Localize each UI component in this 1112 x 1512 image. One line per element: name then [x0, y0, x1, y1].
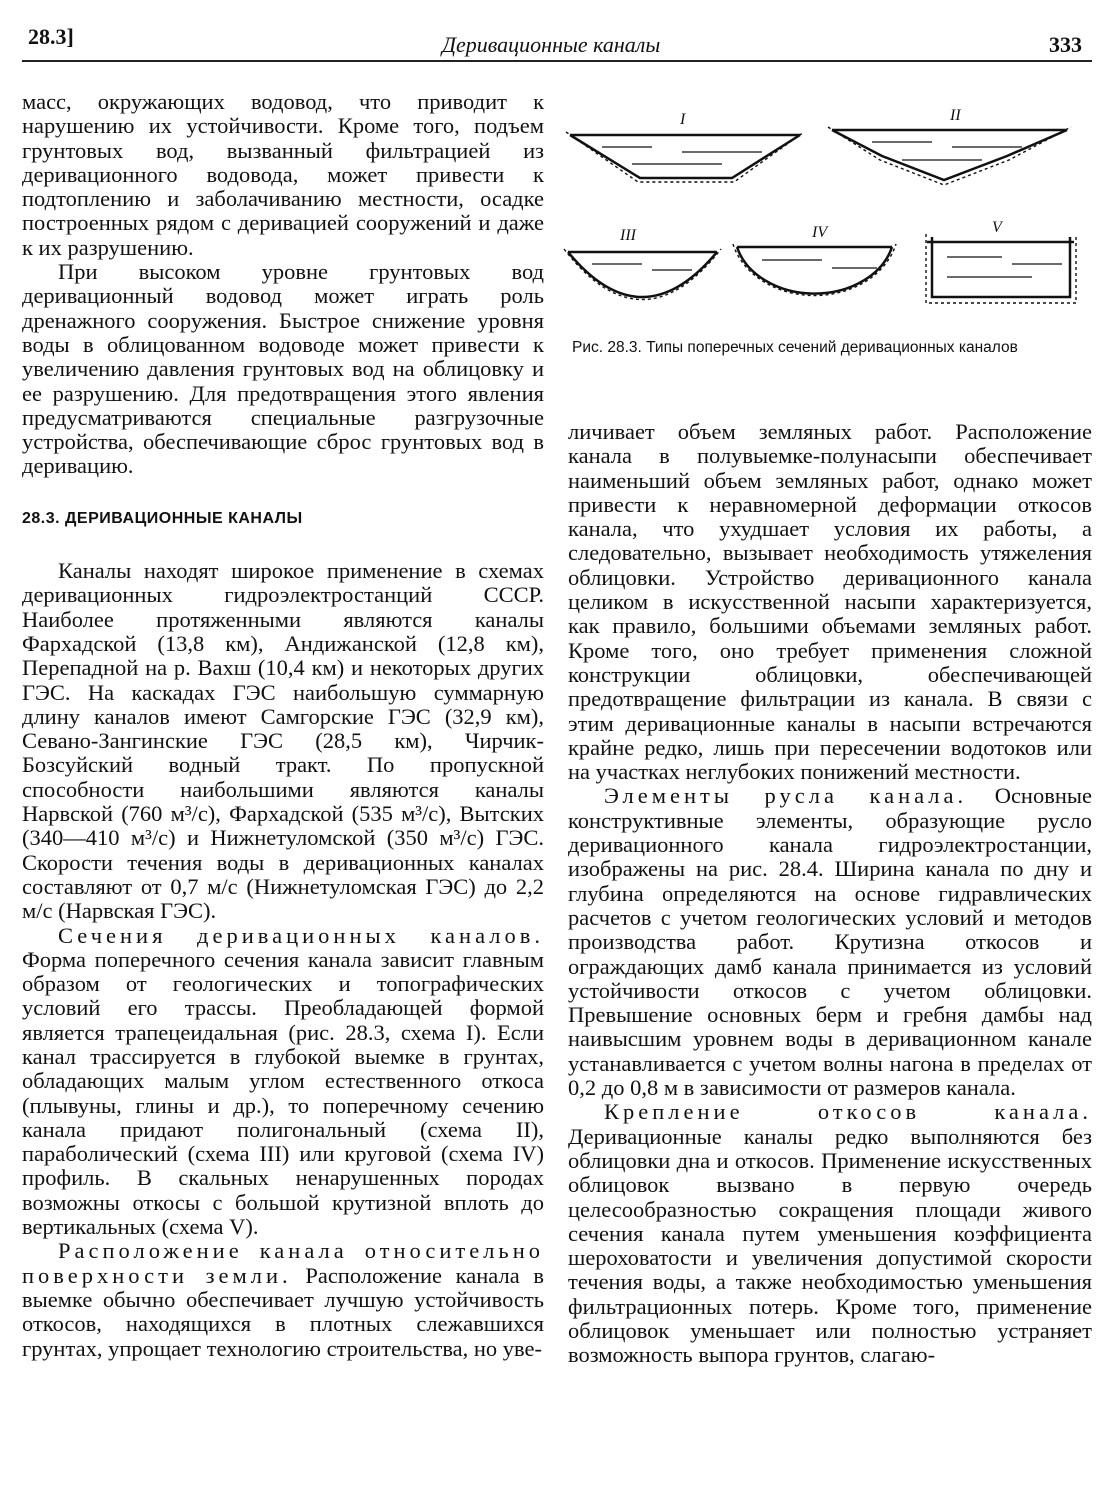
spaced-heading: Элементы русла канала. — [604, 783, 968, 809]
label-I: I — [680, 111, 686, 128]
paragraph: масс, окружающих водовод, что приводит к нарушению их устойчивости. Кроме того, подъем грунтовых вод, вызванный фильтрацией из деривационного водовода, может привести к подтоплению и заболачиванию местности, осадке построенных рядом с деривацией сооружений и даже к их разрушению. — [22, 89, 544, 260]
label-III: III — [620, 227, 636, 244]
section-I — [566, 132, 804, 182]
section-number: 28.3] — [28, 24, 74, 49]
label-V: V — [992, 219, 1002, 236]
page-number: 333 — [1049, 32, 1082, 57]
figure-caption: Рис. 28.3. Типы поперечных сечений деривационных каналов — [572, 339, 1018, 356]
section-II — [828, 127, 1071, 185]
section-III — [564, 249, 721, 300]
spaced-heading: Расположение канала относительно поверхности земли. — [22, 1238, 544, 1288]
header-rule — [22, 60, 1092, 62]
page-header — [22, 14, 1092, 64]
left-column — [22, 90, 544, 1361]
paragraph: Расположение канала относительно поверхности земли. Расположение канала в выемке обычно обеспечивает лучшую устойчивость откосов, находящихся в плотных слежавшихся грунтах, упрощает технологию строительства, но уве- — [22, 1238, 544, 1361]
right-column — [568, 420, 1092, 1368]
paragraph: При высоком уровне грунтовых вод деривационный водовод может играть роль дренажного сооружения. Быстрое снижение уровня воды в облицованном водоводе может привести к увеличению давления грунтовых вод на облицовку и ее разрушению. Для предотвращения этого явления предусматриваются специальные разгрузочные устройства, обеспечивающие сброс грунтовых вод в деривацию. — [22, 259, 544, 479]
label-II: II — [950, 107, 961, 124]
section-V — [926, 234, 1076, 303]
paragraph: Элементы русла канала. Основные конструктивные элементы, образующие русло деривационного канала гидроэлектростанции, изображены на рис. 28.4. Ширина канала по дну и глубина определяются на основе гидравлических расчетов с учетом геологических условий и методов производства работ. Крутизна откосов и ограждающих дамб канала принимается из условий устойчивости откосов с учетом облицовки. Превышение основных берм и гребня дамбы над наивысшим уровнем воды в деривационном канале устанавливается с учетом волны нагона в пределах от 0,2 до 0,8 м в зависимости от размеров канала. — [568, 783, 1092, 1101]
spaced-heading: Сечения деривационных каналов. — [58, 922, 544, 948]
paragraph: личивает объем земляных работ. Расположение канала в полувыемке-полунасыпи обеспечивает наименьший объем земляных работ, однако может привести к неравномерной деформации откосов канала, что ухудшает условия их работы, а следовательно, вызывает необходимость утяжеления облицовки. Устройство деривационного канала целиком в искусственной насыпи характеризуется, как правило, большими объемами земляных работ. Кроме того, оно требует применения сложной конструкции облицовки, обеспечивающей предотвращение фильтрации из канала. В связи с этим деривационные каналы в насыпи встречаются крайне редко, лишь при пересечении водотоков или на участках неглубоких понижений местности. — [568, 419, 1092, 785]
paragraph: Сечения деривационных каналов. Форма поперечного сечения канала зависит главным образом от геологических и топографических условий его трассы. Преобладающей формой является трапецеидальная (рис. 28.3, схема I). Если канал трассируется в глубокой выемке в грунтах, обладающих малым углом естественного откоса (плывуны, глины и др.), то поперечному сечению канала придают полигональный (схема II), параболический (схема III) или круговой (схема IV) профиль. В скальных ненарушенных породах возможны откосы с большой крутизной вплоть до вертикальных (схема V). — [22, 922, 544, 1240]
figure-canal-sections — [562, 92, 1092, 322]
paragraph: Каналы находят широкое применение в схемах деривационных гидроэлектростанций СССР. Наиболее протяженными являются каналы Фархадской (13,8 км), Андижанской (12,8 км), Перепадной на р. Вахш (10,4 км) и некоторых других ГЭС. На каскадах ГЭС наибольшую суммарную длину каналов имеют Самгорские ГЭС (32,9 км), Севано-Зангинские ГЭС (28,5 км), Чирчик-Бозсуйский водный тракт. По пропускной способности наибольшими являются каналы Нарвской (760 м³/с), Фархадской (535 м³/с), Вытских (340—410 м³/с) и Нижнетуломской (350 м³/с) ГЭС. Скорости течения воды в деривационных каналах составляют от 0,7 м/с (Нижнетуломская ГЭС) до 2,2 м/с (Нарвская ГЭС). — [22, 558, 544, 924]
section-IV — [733, 244, 896, 296]
paragraph: Крепление откосов канала. Деривационные каналы редко выполняются без облицовки дна и откосов. Применение искусственных облицовок вызвано в первую очередь целесообразностью сокращения площади живого сечения канала путем уменьшения коэффициента шероховатости и увеличения допустимой скорости течения воды, а также необходимостью уменьшения фильтрационных потерь. Кроме того, применение облицовок уменьшает или полностью устраняет возможность выпора грунтов, слагаю- — [568, 1099, 1092, 1368]
running-title: Деривационные каналы — [442, 32, 661, 57]
canal-sections-diagram — [562, 92, 1092, 322]
spaced-heading: Крепление откосов канала. — [604, 1099, 1092, 1125]
label-IV: IV — [812, 224, 828, 241]
section-heading: 28.3. ДЕРИВАЦИОННЫЕ КАНАЛЫ — [22, 509, 303, 527]
